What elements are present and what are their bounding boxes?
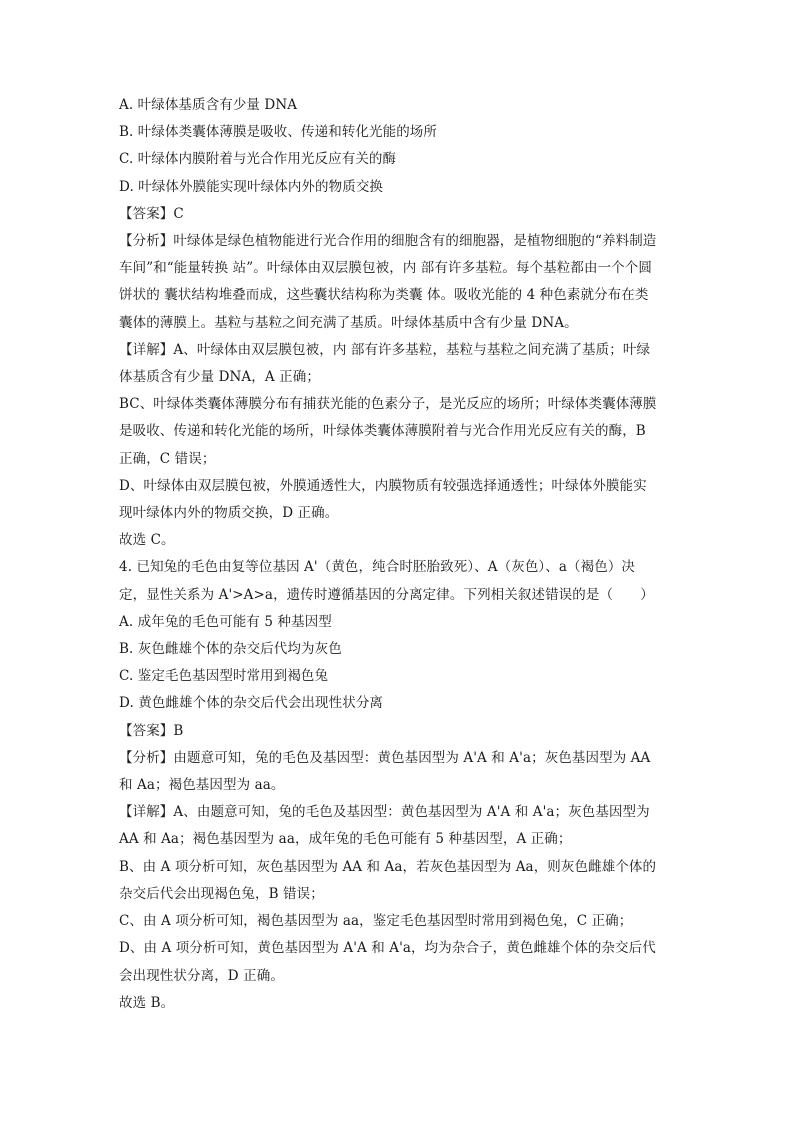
option-d: D. 叶绿体外膜能实现叶绿体内外的物质交换 [119, 178, 384, 195]
option-d: D. 黄色雌雄个体的杂交后代会出现性状分离 [119, 695, 384, 712]
detail-line: 会出现性状分离，D 正确。 [119, 967, 284, 984]
question-4 [119, 554, 679, 1016]
question-stem: 4. 已知兔的毛色由复等位基因 A'（黄色，纯合时胚胎致死）、A（灰色）、a（褐色）决 [119, 559, 636, 576]
detail-line: D、叶绿体由双层膜包被，外膜通透性大，内膜物质有较强选择通透性；叶绿体外膜能实 [119, 477, 647, 494]
detail-line: 是吸收、传递和转化光能的场所，叶绿体类囊体薄膜附着与光合作用光反应有关的酶，B [119, 423, 646, 440]
detail-line: C、由 A 项分析可知，褐色基因型为 aa，鉴定毛色基因型时常用到褐色兔，C 正确； [119, 913, 633, 930]
analysis-line: 【分析】叶绿体是绿色植物能进行光合作用的细胞含有的细胞器，是植物细胞的“养料制造 [119, 233, 657, 250]
option-a: A. 成年兔的毛色可能有 5 种基因型 [119, 613, 332, 630]
answer-line: 【答案】C [119, 205, 184, 222]
analysis-block [119, 745, 679, 799]
option-a: A. 叶绿体基质含有少量 DNA [119, 97, 298, 113]
analysis-block [119, 228, 679, 337]
detail-line: 【详解】A、叶绿体由双层膜包被，内 部有许多基粒，基粒与基粒之间充满了基质；叶绿 [119, 341, 651, 358]
detail-block [119, 799, 679, 989]
detail-line: D、由 A 项分析可知，黄色基因型为 A'A 和 A'a，均为杂合子，黄色雌雄个体的杂交后代 [119, 940, 656, 957]
question-3 [119, 92, 679, 554]
detail-line: B、由 A 项分析可知，灰色基因型为 AA 和 Aa，若灰色基因型为 Aa，则灰色雌雄个体的 [119, 858, 657, 875]
detail-line: 体基质含有少量 DNA，A 正确； [119, 369, 320, 386]
option-c: C. 鉴定毛色基因型时常用到褐色兔 [119, 668, 329, 685]
detail-block [119, 337, 679, 527]
detail-line: BC、叶绿体类囊体薄膜分布有捕获光能的色素分子，是光反应的场所；叶绿体类囊体薄膜 [119, 396, 657, 413]
detail-line: 杂交后代会出现褐色兔，B 错误； [119, 885, 324, 902]
analysis-line: 饼状的 囊状结构堆叠而成，这些囊状结构称为类囊 体。吸收光能的 4 种色素就分布在类 [119, 287, 649, 304]
detail-line: AA 和 Aa；褐色基因型为 aa，成年兔的毛色可能有 5 种基因型，A 正确； [119, 831, 572, 848]
analysis-line: 囊体的薄膜上。基粒与基粒之间充满了基质。叶绿体基质中含有少量 DNA。 [119, 314, 578, 331]
detail-line: 正确，C 错误； [119, 450, 216, 467]
question-stem: 定，显性关系为 A'>A>a，遗传时遵循基因的分离定律。下列相关叙述错误的是（ ） [119, 586, 654, 603]
conclusion-line: 故选 C。 [119, 532, 175, 549]
option-b: B. 叶绿体类囊体薄膜是吸收、传递和转化光能的场所 [119, 124, 438, 141]
analysis-line: 和 Aa；褐色基因型为 aa。 [119, 777, 285, 794]
conclusion-line: 故选 B。 [119, 994, 175, 1011]
option-c: C. 叶绿体内膜附着与光合作用光反应有关的酶 [119, 151, 397, 168]
analysis-line: 【分析】由题意可知，兔的毛色及基因型：黄色基因型为 A'A 和 A'a；灰色基因型为 AA [119, 749, 651, 766]
detail-line: 现叶绿体内外的物质交换，D 正确。 [119, 505, 339, 522]
detail-line: 【详解】A、由题意可知，兔的毛色及基因型：黄色基因型为 A'A 和 A'a；灰色基因型为 [119, 804, 650, 821]
option-b: B. 灰色雌雄个体的杂交后代均为灰色 [119, 641, 342, 658]
answer-line: 【答案】B [119, 722, 184, 739]
document-body [119, 92, 679, 1017]
analysis-line: 车间”和“能量转换 站”。叶绿体由双层膜包被，内 部有许多基粒。每个基粒都由一个个圆 [119, 260, 652, 277]
